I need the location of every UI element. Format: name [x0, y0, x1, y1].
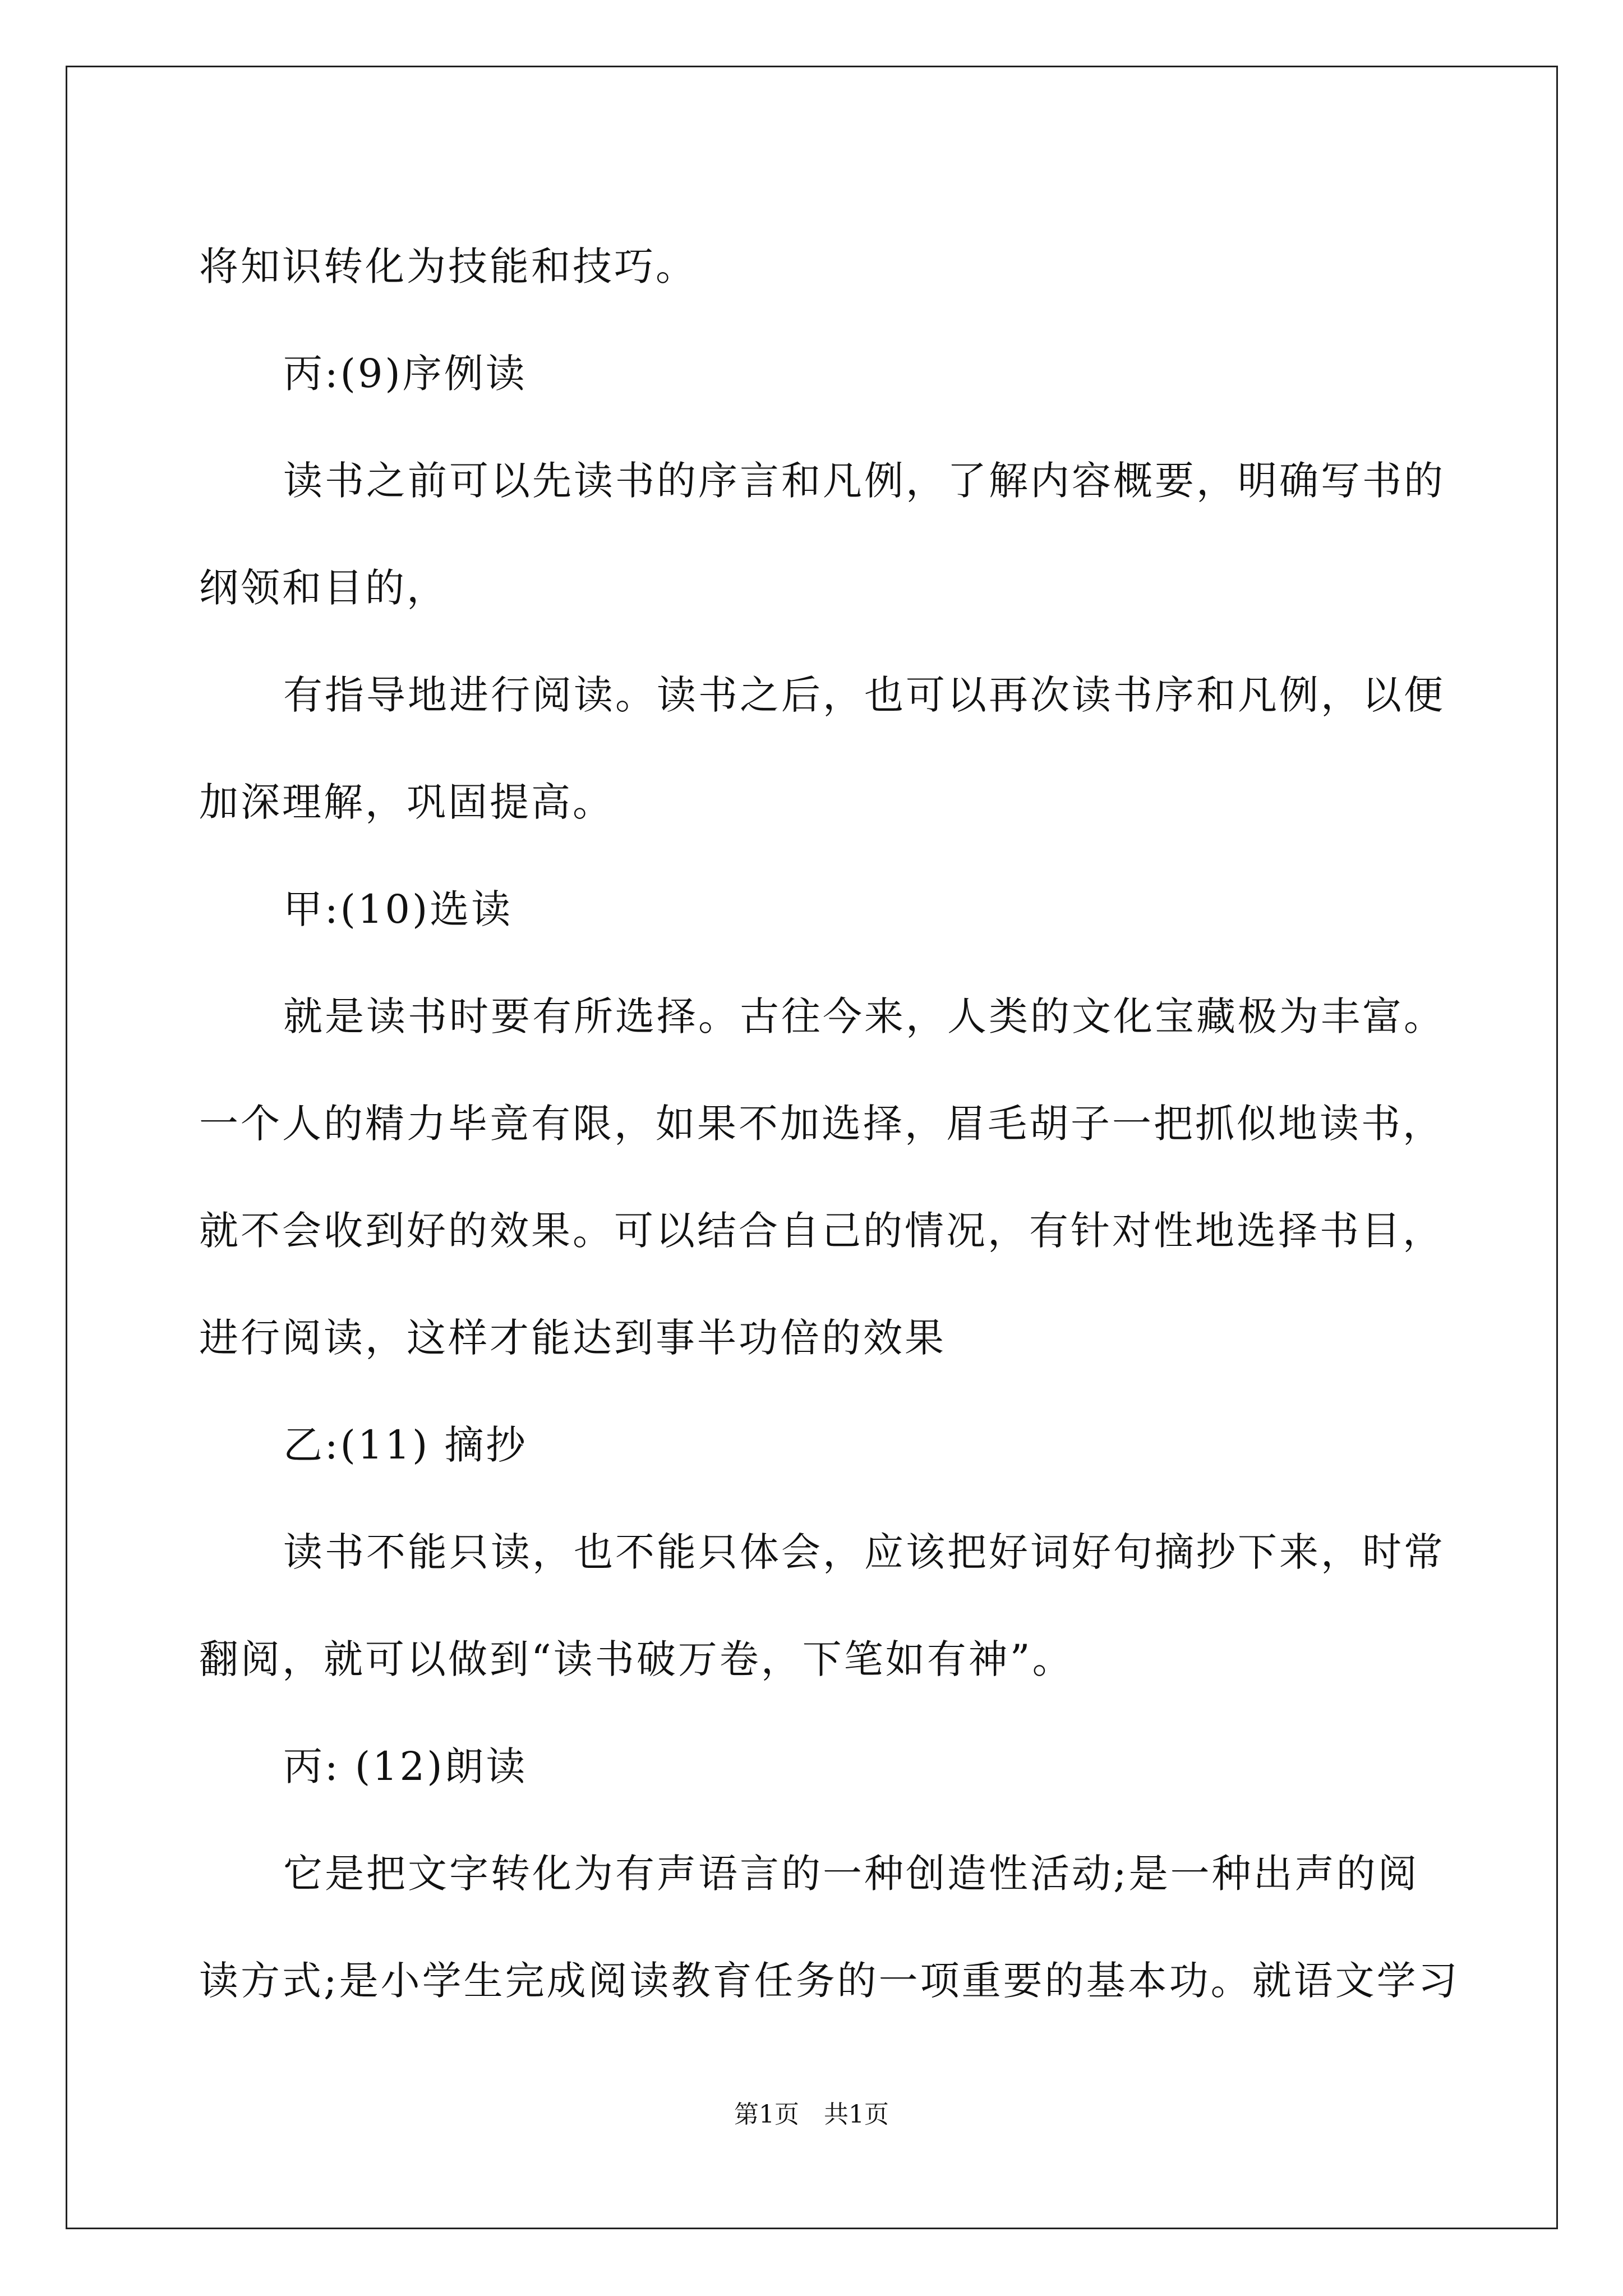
text-line: 一个人的精力毕竟有限，如果不加选择，眉毛胡子一把抓似地读书，: [199, 1101, 1444, 1147]
page-footer: 第1页 共1页: [734, 2100, 889, 2129]
section-heading: 丙:(9)序例读: [283, 351, 527, 397]
section-heading: 甲:(10)选读: [283, 886, 513, 932]
text-line: 有指导地进行阅读。读书之后，也可以再次读书序和凡例，以便: [283, 672, 1445, 718]
text-line: 读方式;是小学生完成阅读教育任务的一项重要的基本功。就语文学习: [199, 1958, 1460, 2004]
text-line: 加深理解，巩固提高。: [199, 779, 614, 825]
text-line: 纲领和目的，: [199, 565, 448, 611]
text-line: 进行阅读，这样才能达到事半功倍的效果: [199, 1315, 946, 1361]
text-line: 它是把文字转化为有声语言的一种创造性活动;是一种出声的阅: [283, 1851, 1419, 1897]
text-line: 读书之前可以先读书的序言和凡例，了解内容概要，明确写书的: [283, 458, 1445, 504]
document-body: [199, 213, 1460, 2035]
text-line: 将知识转化为技能和技巧。: [199, 243, 697, 289]
section-heading: 乙:(11) 摘抄: [283, 1422, 528, 1468]
text-line: 就不会收到好的效果。可以结合自己的情况，有针对性地选择书目，: [199, 1208, 1444, 1254]
text-line: 翻阅，就可以做到“读书破万卷，下笔如有神”。: [199, 1636, 1074, 1682]
text-line: 就是读书时要有所选择。古往今来，人类的文化宝藏极为丰富。: [283, 993, 1445, 1039]
section-heading: 丙: (12)朗读: [283, 1743, 528, 1789]
text-line: 读书不能只读，也不能只体会，应该把好词好句摘抄下来，时常: [283, 1529, 1445, 1575]
